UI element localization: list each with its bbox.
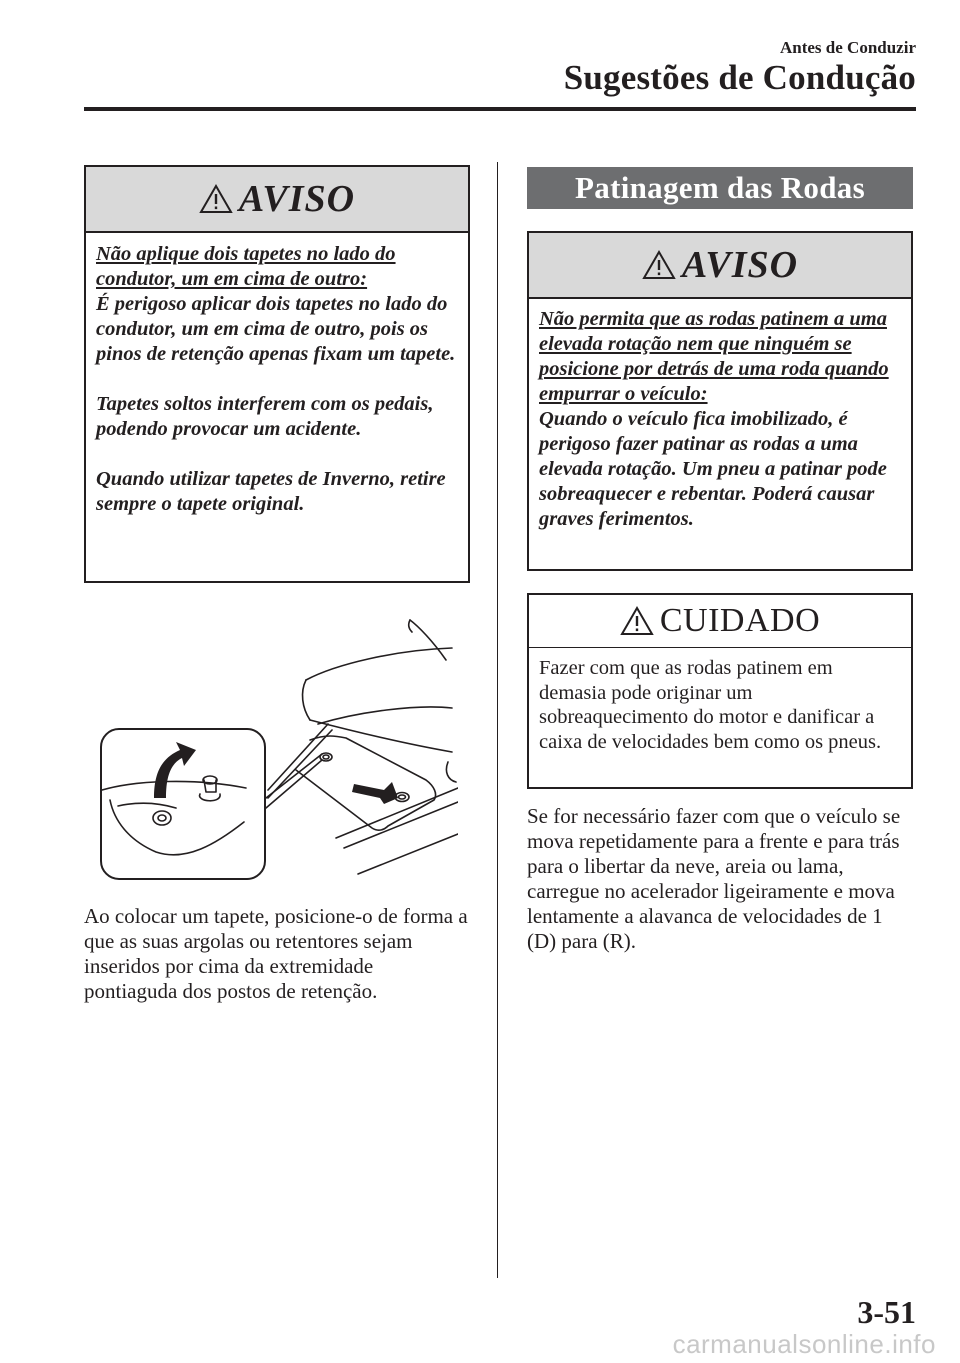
warning-title: AVISO <box>681 244 799 286</box>
caution-title: CUIDADO <box>659 602 821 639</box>
caution-header <box>529 595 911 648</box>
caution-body: Fazer com que as rodas patinem em demasia pode originar um sobreaquecimento do motor e danificar a caixa de velocidades bem como os pneus. <box>539 657 882 753</box>
section-title: Sugestões de Condução <box>563 58 916 97</box>
warning-text: Quando o veículo fica imobilizado, é perigoso fazer patinar as rodas a uma elevada rotação. Um pneu a patinar pode sobreaquecer e rebentar. Poderá causar graves ferimentos. <box>539 408 887 530</box>
chapter-title: Antes de Conduzir <box>779 38 916 57</box>
mat-outline <box>296 736 436 830</box>
caution-triangle-icon <box>620 606 654 636</box>
warning-text-1: É perigoso aplicar dois tapetes no lado do condutor, um em cima de outro, pois os pinos de retenção apenas fixam um tapete. <box>96 293 456 365</box>
warning-triangle-icon <box>199 184 233 214</box>
seat-cushion-outline <box>306 648 452 680</box>
watermark: carmanualsonline.info <box>672 1329 936 1359</box>
wheel-spin-paragraph: Se for necessário fazer com que o veículo se mova repetidamente para a frente e para trás para o libertar da neve, areia ou lama, carregue no acelerador ligeiramente e mova lentamente a alavanca de velocidades de 1 (D) para (R). <box>527 804 901 953</box>
warning-title: AVISO <box>238 178 356 220</box>
warning-triangle-icon <box>642 250 676 280</box>
floor-mat-illustration <box>96 612 458 884</box>
warning-body <box>86 233 468 517</box>
warning-heading: Não aplique dois tapetes no lado do condutor, um em cima de outro: <box>96 243 396 290</box>
warning-box-wheel-spin <box>527 231 913 571</box>
insert-arrow-icon <box>352 782 398 804</box>
section-banner-wheel-spin: Patinagem das Rodas <box>527 167 913 209</box>
column-divider <box>497 162 498 1278</box>
warning-heading: Não permita que as rodas patinem a uma elevada rotação nem que ninguém se posicione por detrás de uma roda quando empurrar o veículo: <box>539 308 889 405</box>
warning-body <box>529 299 911 532</box>
header-rule <box>84 107 916 111</box>
warning-box-floor-mats <box>84 165 470 583</box>
warning-text-2: Tapetes soltos interferem com os pedais, podendo provocar um acidente. <box>96 393 434 440</box>
seat-back-outline <box>410 620 446 660</box>
caution-box-wheel-spin <box>527 593 913 789</box>
warning-text-3: Quando utilizar tapetes de Inverno, retire sempre o tapete original. <box>96 468 446 515</box>
warning-header <box>529 233 911 299</box>
page-number: 3-51 <box>857 1294 916 1330</box>
mat-paragraph: Ao colocar um tapete, posicione-o de forma a que as suas argolas ou retentores sejam inseridos por cima da extremidade pontiaguda dos postos de retenção. <box>84 904 468 1003</box>
warning-header <box>86 167 468 233</box>
